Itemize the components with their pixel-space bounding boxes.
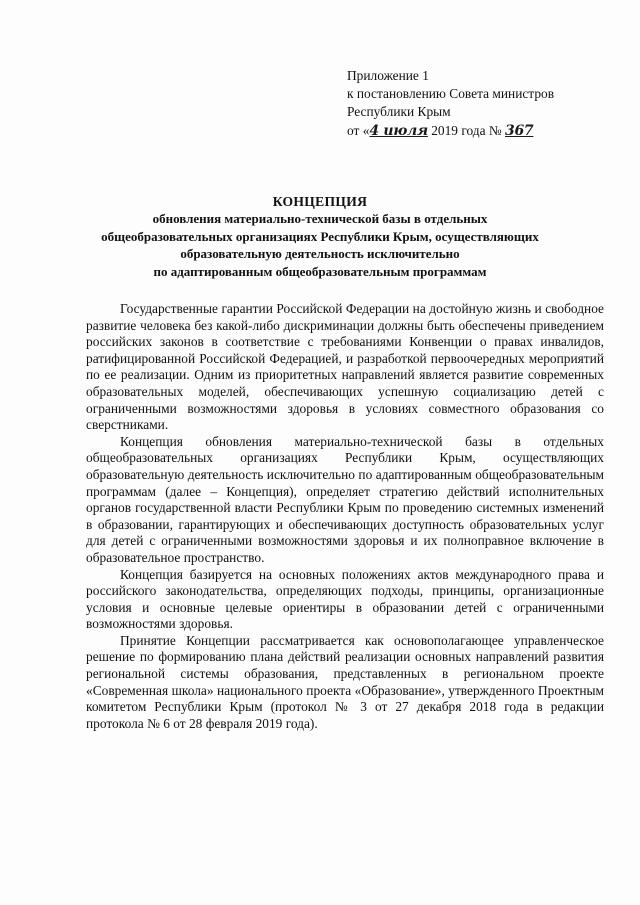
document-body (86, 301, 604, 732)
appendix-line-2: к постановлению Совета министров (347, 86, 555, 102)
title-line-4: по адаптированным общеобразовательным программам (153, 263, 487, 279)
title-line-3: образовательную деятельность исключительно (180, 246, 460, 262)
handwritten-date: 4 июля (369, 122, 428, 139)
appendix-date-line (347, 122, 554, 140)
handwritten-number: 367 (505, 122, 534, 139)
paragraph-4: Принятие Концепции рассматривается как основополагающее управленческое решение по формированию плана действий реализации основных направлений развития региональной системы образования, представленных в региональном проекте «Современная школа» национального проекта «Образование», утвержденного Проектным комитетом Республики Крым (протокол № 3 от 27 декабря 2018 года в редакции протокола № 6 от 28 февраля 2019 года). (86, 632, 604, 731)
appendix-line-1: Приложение 1 (347, 68, 429, 83)
date-suffix: 2019 года № (431, 122, 502, 138)
title-line-1: обновления материально-технической базы в отдельных (152, 211, 488, 227)
title-line-2: общеобразовательных организациях Республики Крым, осуществляющих (101, 228, 539, 244)
paragraph-1: Государственные гарантии Российской Федерации на достойную жизнь и свободное развитие человека без какой-либо дискриминации должны быть обеспечены приведением российских законов в соответствие с требованиями Конвенции о правах инвалидов, ратифицированной Российской Федерацией, и разработкой первоочередных мероприятий по ее реализации. Одним из приоритетных направлений является развитие современных образовательных моделей, обеспечивающих успешную социализацию детей с ограниченными возможностями здоровья в условиях совместного образования со сверстниками. (86, 301, 604, 433)
title-heading: КОНЦЕПЦИЯ (272, 194, 368, 209)
date-prefix: от « (347, 122, 370, 138)
document-title (86, 193, 554, 280)
paragraph-2: Концепция обновления материально-технической базы в отдельных общеобразовательных организациях Республики Крым, осуществляющих образовательную деятельность исключительно по адаптированным общеобразовательным программам (далее – Концепция), определяет стратегию действий исполнительных органов государственной власти Республики Крым по проведению системных изменений в образовании, гарантирующих и обеспечивающих доступность образовательных услуг для детей с ограниченными возможностями здоровья и их полноправное включение в образовательное пространство. (86, 433, 604, 565)
paragraph-3: Концепция базируется на основных положениях актов международного права и российского законодательства, определяющих подходы, принципы, организационные условия и основные целевые ориентиры в образовании детей с ограниченными возможностями здоровья. (86, 566, 604, 632)
appendix-block (347, 67, 554, 140)
appendix-line-3: Республики Крым (347, 104, 451, 120)
